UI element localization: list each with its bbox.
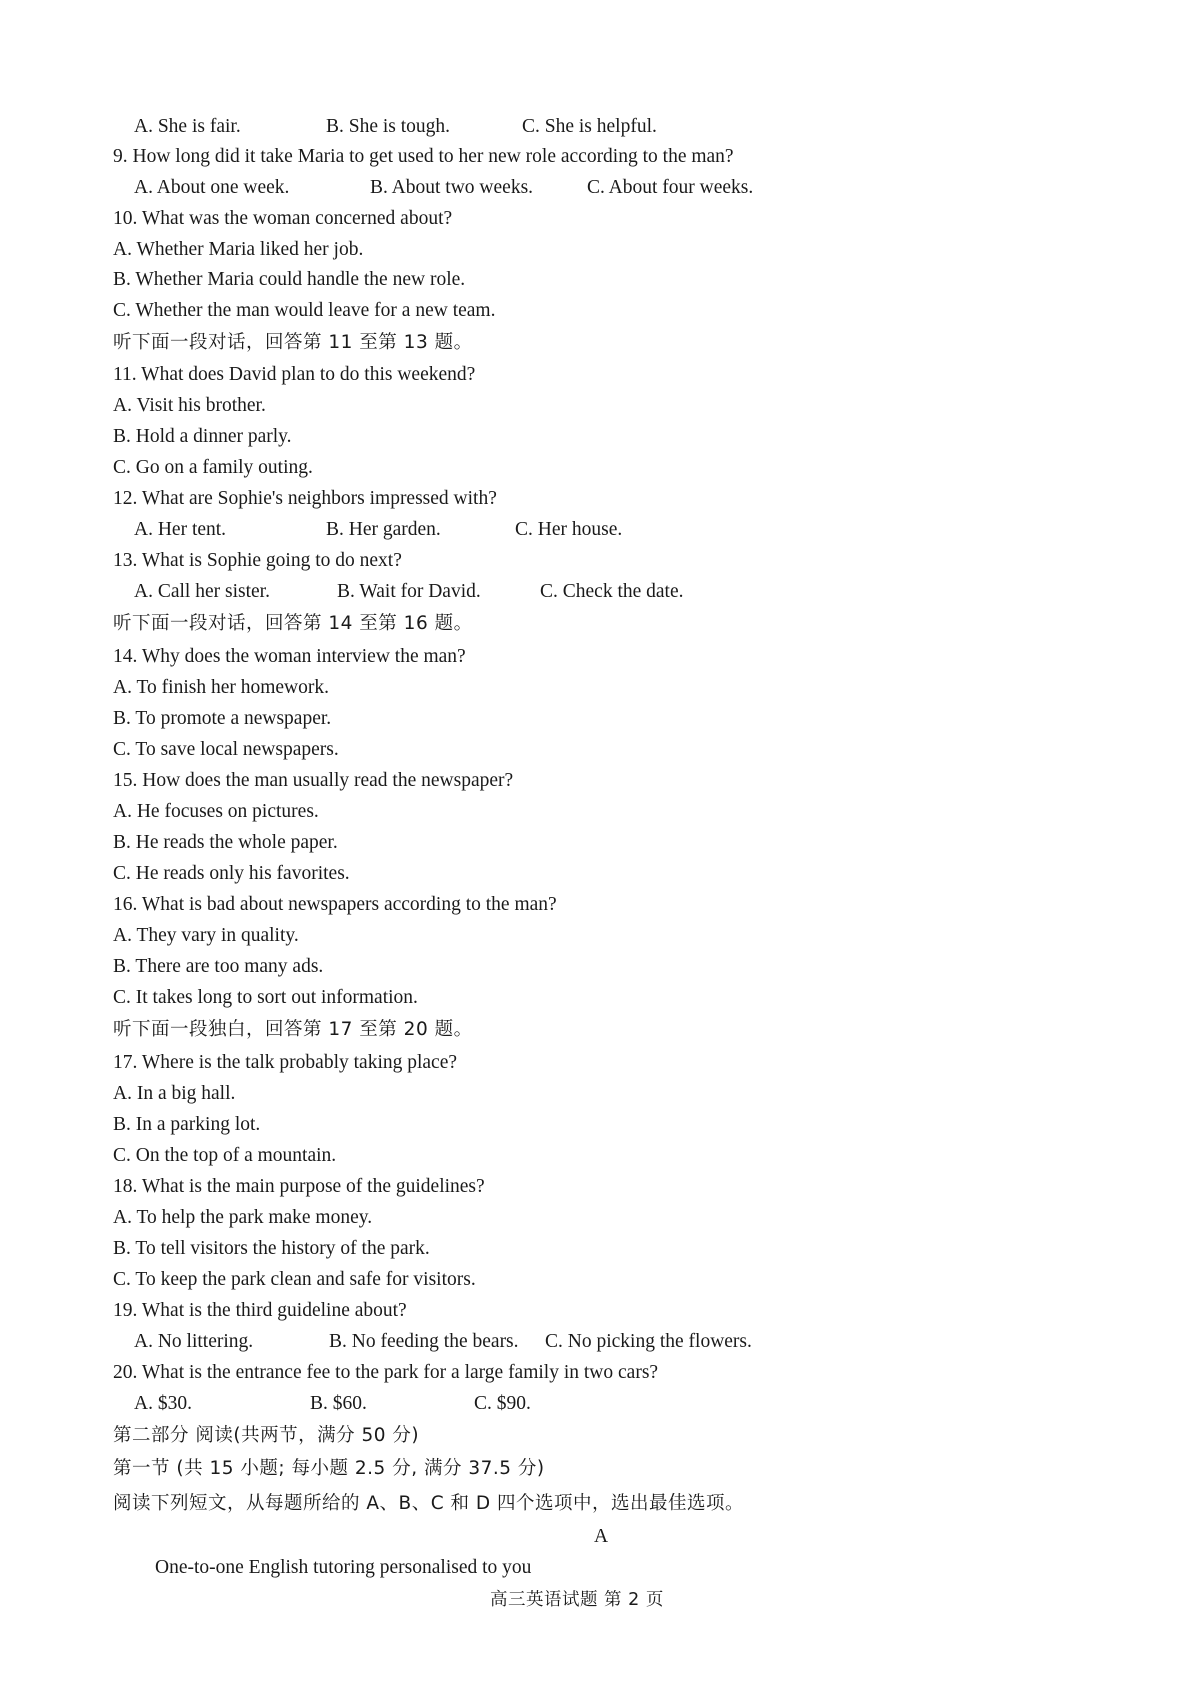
q14-stem: 14. Why does the woman interview the man? — [113, 646, 466, 667]
part2-heading: 第二部分 阅读(共两节，满分 50 分) — [113, 1425, 420, 1446]
q10-option-b: B. Whether Maria could handle the new role. — [113, 269, 466, 290]
q17-option-c: C. On the top of a mountain. — [113, 1145, 337, 1166]
q15-option-c: C. He reads only his favorites. — [113, 863, 350, 884]
passage-title: One-to-one English tutoring personalised to you — [155, 1557, 532, 1578]
q16-option-c: C. It takes long to sort out information. — [113, 987, 418, 1008]
q20-option-a: A. $30. — [134, 1393, 192, 1414]
q9-option-b: B. About two weeks. — [370, 177, 534, 198]
q11-stem: 11. What does David plan to do this weekend? — [113, 364, 476, 385]
q19-option-a: A. No littering. — [134, 1331, 254, 1352]
q9-option-c: C. About four weeks. — [587, 177, 754, 198]
q10-option-a: A. Whether Maria liked her job. — [113, 239, 364, 260]
q13-option-c: C. Check the date. — [540, 581, 684, 602]
q15-stem: 15. How does the man usually read the newspaper? — [113, 770, 514, 791]
q8-option-c: C. She is helpful. — [522, 116, 657, 137]
q19-option-b: B. No feeding the bears. — [329, 1331, 519, 1352]
q12-option-c: C. Her house. — [515, 519, 623, 540]
q9-stem: 9. How long did it take Maria to get used to her new role according to the man? — [113, 146, 734, 167]
q18-stem: 18. What is the main purpose of the guidelines? — [113, 1176, 485, 1197]
q18-option-b: B. To tell visitors the history of the park. — [113, 1238, 430, 1259]
page-footer: 高三英语试题 第 2 页 — [490, 1590, 664, 1610]
q9-option-a: A. About one week. — [134, 177, 290, 198]
instruction-17-20: 听下面一段独白，回答第 17 至第 20 题。 — [113, 1019, 473, 1040]
q8-option-a: A. She is fair. — [134, 116, 241, 137]
passage-label: A — [594, 1526, 609, 1547]
q19-option-c: C. No picking the flowers. — [545, 1331, 752, 1352]
q14-option-a: A. To finish her homework. — [113, 677, 329, 698]
q17-stem: 17. Where is the talk probably taking place? — [113, 1052, 458, 1073]
q10-stem: 10. What was the woman concerned about? — [113, 208, 453, 229]
q20-option-b: B. $60. — [310, 1393, 367, 1414]
instruction-14-16: 听下面一段对话，回答第 14 至第 16 题。 — [113, 613, 473, 634]
q11-option-c: C. Go on a family outing. — [113, 457, 313, 478]
q8-option-b: B. She is tough. — [326, 116, 451, 137]
q16-stem: 16. What is bad about newspapers according to the man? — [113, 894, 557, 915]
q15-option-b: B. He reads the whole paper. — [113, 832, 338, 853]
q11-option-a: A. Visit his brother. — [113, 395, 266, 416]
q16-option-a: A. They vary in quality. — [113, 925, 299, 946]
q17-option-a: A. In a big hall. — [113, 1083, 236, 1104]
q10-option-c: C. Whether the man would leave for a new team. — [113, 300, 496, 321]
q13-option-a: A. Call her sister. — [134, 581, 270, 602]
q12-stem: 12. What are Sophie's neighbors impressed with? — [113, 488, 497, 509]
q19-stem: 19. What is the third guideline about? — [113, 1300, 407, 1321]
q17-option-b: B. In a parking lot. — [113, 1114, 261, 1135]
section1-heading: 第一节 (共 15 小题; 每小题 2.5 分, 满分 37.5 分) — [113, 1458, 545, 1479]
q12-option-a: A. Her tent. — [134, 519, 227, 540]
q14-option-c: C. To save local newspapers. — [113, 739, 339, 760]
q13-stem: 13. What is Sophie going to do next? — [113, 550, 402, 571]
q11-option-b: B. Hold a dinner parly. — [113, 426, 292, 447]
reading-instruction: 阅读下列短文，从每题所给的 A、B、C 和 D 四个选项中，选出最佳选项。 — [113, 1493, 745, 1514]
q18-option-a: A. To help the park make money. — [113, 1207, 373, 1228]
instruction-11-13: 听下面一段对话，回答第 11 至第 13 题。 — [113, 332, 473, 353]
q20-option-c: C. $90. — [474, 1393, 531, 1414]
q18-option-c: C. To keep the park clean and safe for visitors. — [113, 1269, 476, 1290]
q16-option-b: B. There are too many ads. — [113, 956, 324, 977]
q20-stem: 20. What is the entrance fee to the park for a large family in two cars? — [113, 1362, 659, 1383]
q15-option-a: A. He focuses on pictures. — [113, 801, 319, 822]
q14-option-b: B. To promote a newspaper. — [113, 708, 332, 729]
q12-option-b: B. Her garden. — [326, 519, 441, 540]
q13-option-b: B. Wait for David. — [337, 581, 481, 602]
